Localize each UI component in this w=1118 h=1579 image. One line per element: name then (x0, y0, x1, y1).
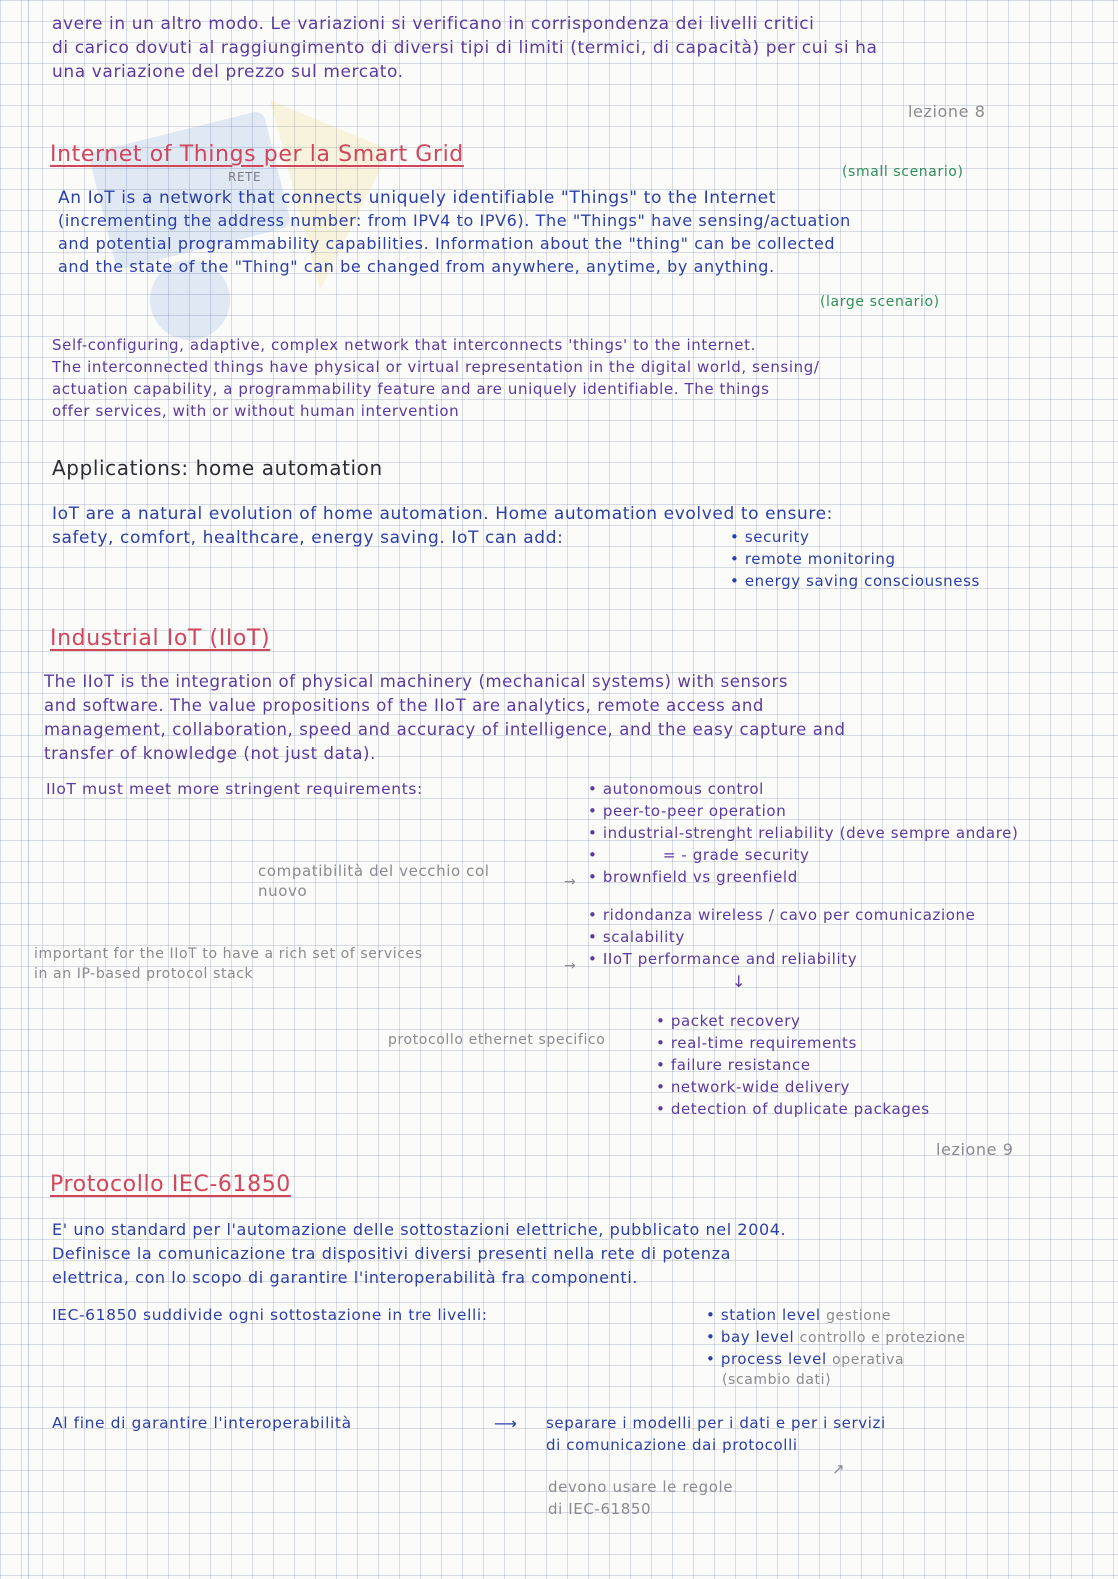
applications-bullet-text: energy saving consciousness (744, 572, 980, 590)
iiot-line-1: The IIoT is the integration of physical machinery (mechanical systems) with sensors (44, 672, 789, 691)
ethernet-note: protocollo ethernet specifico (388, 1032, 606, 1048)
iiot-requirement-text: scalability (602, 928, 685, 946)
perf-bullet-text: real-time requirements (670, 1034, 857, 1052)
perf-bullet-text: failure resistance (670, 1056, 811, 1074)
perf-bullet: • network-wide delivery (656, 1078, 850, 1096)
iot-large-line-1: Self-configuring, adaptive, complex network that interconnects 'things' to the internet. (52, 336, 756, 354)
iec-interop-line-2: di comunicazione dai protocolli (546, 1436, 798, 1454)
ip-arrow-icon: → (564, 958, 577, 974)
iec-interop-label: Al fine di garantire l'interoperabilità (52, 1414, 352, 1432)
iec-level: • station level gestione (706, 1306, 892, 1324)
iot-large-line-4: offer services, with or without human intervention (52, 402, 460, 420)
iec-line-2: Definisce la comunicazione tra dispositivi diversi presenti nella rete di potenza (52, 1244, 731, 1263)
margin-line (28, 0, 29, 1579)
iiot-requirements-label: IIoT must meet more stringent requirements: (46, 780, 423, 798)
ip-note-line-1: important for the IIoT to have a rich set of services (34, 946, 423, 962)
iiot-line-3: management, collaboration, speed and accuracy of intelligence, and the easy capture and (44, 720, 846, 739)
iec-level: • bay level controllo e protezione (706, 1328, 966, 1346)
iec-level-name: station level (720, 1306, 821, 1324)
iec-line-3: elettrica, con lo scopo di garantire l'interoperabilità fra componenti. (52, 1268, 638, 1287)
iiot-requirement: • autonomous control (588, 780, 764, 798)
iiot-requirement: • industrial-strenght reliability (deve sempre andare) (588, 824, 1019, 842)
iiot-requirement: • peer-to-peer operation (588, 802, 787, 820)
header-line-1: avere in un altro modo. Le variazioni si verificano in corrispondenza dei livelli critici (52, 14, 815, 34)
iiot-requirement-text: ridondanza wireless / cavo per comunicazione (602, 906, 976, 924)
lesson-9-label: lezione 9 (936, 1140, 1014, 1159)
compat-note-line-1: compatibilità del vecchio col (258, 862, 490, 880)
iiot-requirement-text: brownfield vs greenfield (602, 868, 798, 886)
iec-title: Protocollo IEC-61850 (50, 1172, 291, 1197)
small-scenario-label: (small scenario) (842, 164, 964, 180)
iot-small-line-1: An IoT is a network that connects uniquely identifiable "Things" to the Internet (58, 188, 776, 208)
iec-rules-line-1: devono usare le regole (548, 1478, 734, 1496)
iiot-line-4: transfer of knowledge (not just data). (44, 744, 376, 763)
applications-line-1: IoT are a natural evolution of home automation. Home automation evolved to ensure: (52, 504, 833, 524)
iec-level: • process level operativa (706, 1350, 905, 1368)
applications-bullet-text: security (744, 528, 810, 546)
iec-levels-label: IEC-61850 suddivide ogni sottostazione in tre livelli: (52, 1306, 488, 1324)
iiot-requirement-text: = - grade security (662, 846, 810, 864)
perf-bullet: • real-time requirements (656, 1034, 857, 1052)
perf-bullet: • failure resistance (656, 1056, 811, 1074)
iot-small-line-2: (incrementing the address number: from IPV4 to IPV6). The "Things" have sensing/actuation (58, 211, 851, 230)
interop-arrow-icon: ⟶ (494, 1414, 518, 1433)
header-line-2: di carico dovuti al raggiungimento di diversi tipi di limiti (termici, di capacità) per cui si ha (52, 38, 878, 58)
iec-line-1: E' uno standard per l'automazione delle sottostazioni elettriche, pubblicato nel 2004. (52, 1220, 787, 1239)
iiot-requirement-text: autonomous control (602, 780, 764, 798)
iot-title-note: RETE (228, 170, 262, 184)
compat-note-line-2: nuovo (258, 882, 308, 900)
iot-large-line-2: The interconnected things have physical or virtual representation in the digital world, sensing/ (52, 358, 820, 376)
applications-line-2: safety, comfort, healthcare, energy saving. IoT can add: (52, 528, 564, 548)
down-arrow-icon: ↓ (732, 972, 747, 991)
iec-process-note: (scambio dati) (722, 1372, 832, 1388)
iec-level-desc: controllo e protezione (799, 1330, 966, 1346)
perf-bullet-text: network-wide delivery (670, 1078, 850, 1096)
iot-small-line-3: and potential programmability capabilities. Information about the "thing" can be collected (58, 234, 836, 253)
iec-interop-line-1: separare i modelli per i dati e per i servizi (546, 1414, 886, 1432)
compat-arrow-icon: → (564, 874, 577, 890)
iec-level-name: bay level (720, 1328, 795, 1346)
lesson-8-label: lezione 8 (908, 102, 986, 121)
large-scenario-label: (large scenario) (820, 294, 940, 310)
iiot-requirement: • IIoT performance and reliability (588, 950, 858, 968)
iiot-title: Industrial IoT (IIoT) (50, 626, 271, 651)
iiot-requirement: • = - grade security (588, 846, 810, 864)
header-line-3: una variazione del prezzo sul mercato. (52, 62, 404, 82)
iiot-requirement-text: IIoT performance and reliability (602, 950, 858, 968)
perf-bullet: • packet recovery (656, 1012, 801, 1030)
up-arrow-icon: ↗ (832, 1460, 846, 1478)
iiot-requirement: • ridondanza wireless / cavo per comunicazione (588, 906, 976, 924)
applications-bullet: • security (730, 528, 810, 546)
applications-title: Applications: home automation (52, 456, 383, 480)
ip-note-line-2: in an IP-based protocol stack (34, 966, 254, 982)
iot-small-line-4: and the state of the "Thing" can be changed from anywhere, anytime, by anything. (58, 257, 775, 276)
perf-bullet-text: detection of duplicate packages (670, 1100, 930, 1118)
perf-bullet: • detection of duplicate packages (656, 1100, 930, 1118)
iiot-requirement: • brownfield vs greenfield (588, 868, 798, 886)
iiot-requirement-text: peer-to-peer operation (602, 802, 787, 820)
perf-bullet-text: packet recovery (670, 1012, 801, 1030)
iiot-requirement: • scalability (588, 928, 685, 946)
iec-rules-line-2: di IEC-61850 (548, 1500, 652, 1518)
iiot-requirement-text: industrial-strenght reliability (deve sempre andare) (602, 824, 1019, 842)
applications-bullet: • energy saving consciousness (730, 572, 980, 590)
iot-large-line-3: actuation capability, a programmability feature and are uniquely identifiable. The things (52, 380, 770, 398)
applications-bullet: • remote monitoring (730, 550, 896, 568)
iec-level-name: process level (720, 1350, 827, 1368)
iot-title: Internet of Things per la Smart Grid (50, 142, 464, 167)
applications-bullet-text: remote monitoring (744, 550, 896, 568)
iec-level-desc: operativa (832, 1352, 905, 1368)
iiot-line-2: and software. The value propositions of the IIoT are analytics, remote access and (44, 696, 764, 715)
iec-level-desc: gestione (826, 1308, 892, 1324)
